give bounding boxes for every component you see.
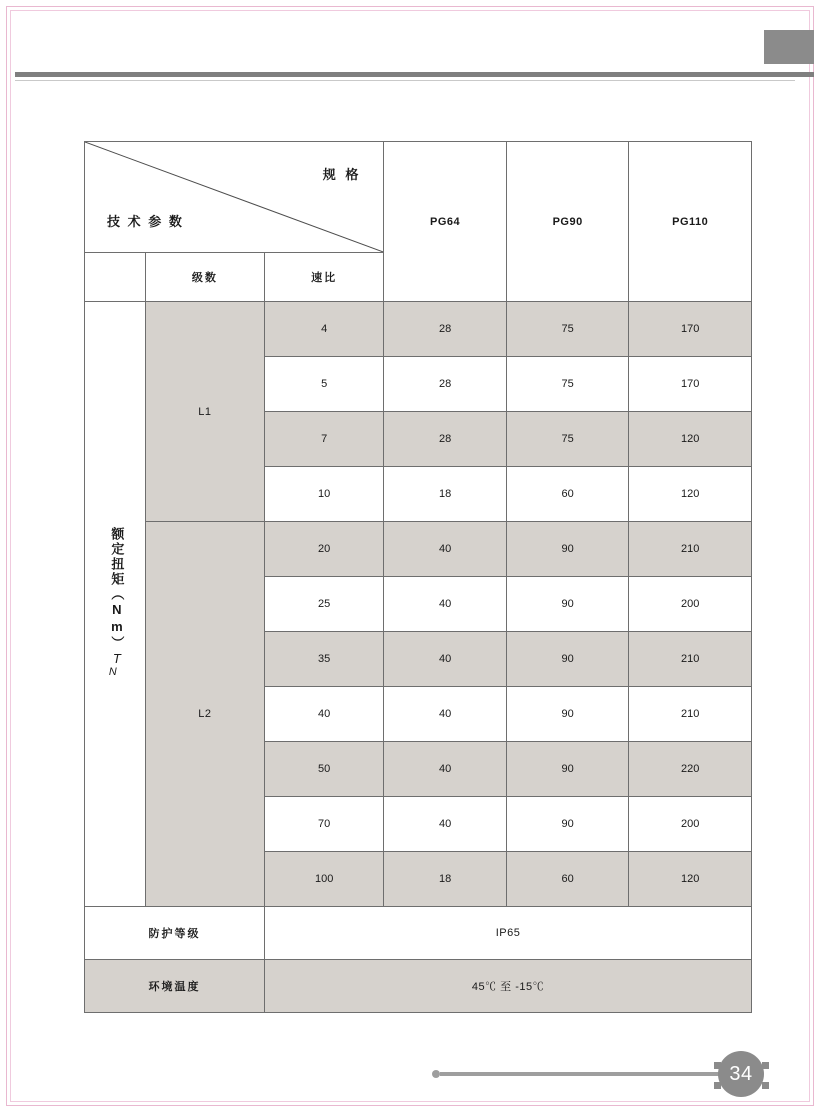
ambient-temperature-value: 45℃ 至 -15℃	[265, 960, 752, 1013]
table-row	[85, 302, 752, 357]
value-cell-pg64: 28	[384, 357, 507, 412]
spec-table	[84, 141, 752, 1013]
value-cell-pg64: 40	[384, 632, 507, 687]
table-row	[85, 522, 752, 577]
footer-dot	[432, 1070, 440, 1078]
page-badge-notch	[762, 1082, 769, 1089]
subheader-ratio: 速比	[265, 253, 384, 302]
ratio-cell: 40	[265, 687, 384, 742]
torque-vertical-label	[85, 302, 146, 907]
ratio-cell: 35	[265, 632, 384, 687]
value-cell-pg90: 75	[506, 412, 629, 467]
corner-spec-label: 规 格	[322, 167, 362, 182]
value-cell-pg110: 210	[629, 632, 752, 687]
corner-param-label: 技 术 参 数	[107, 214, 184, 229]
ratio-cell: 25	[265, 577, 384, 632]
value-cell-pg110: 220	[629, 742, 752, 797]
value-cell-pg90: 90	[506, 632, 629, 687]
value-cell-pg90: 75	[506, 302, 629, 357]
ratio-cell: 20	[265, 522, 384, 577]
ratio-cell: 70	[265, 797, 384, 852]
protection-grade-value: IP65	[265, 907, 752, 960]
value-cell-pg64: 40	[384, 742, 507, 797]
ratio-cell: 7	[265, 412, 384, 467]
header-grey-block	[764, 30, 814, 64]
value-cell-pg90: 90	[506, 797, 629, 852]
ambient-temperature-label: 环境温度	[85, 960, 265, 1013]
model-header-pg110: PG110	[629, 142, 752, 302]
value-cell-pg90: 90	[506, 687, 629, 742]
value-cell-pg110: 120	[629, 467, 752, 522]
torque-label-text: 额定扭矩$(Nm)T_N$	[106, 527, 125, 678]
value-cell-pg64: 28	[384, 412, 507, 467]
table-row-protection	[85, 907, 752, 960]
subheader-stage: 级数	[145, 253, 264, 302]
header-rule-thin	[15, 80, 795, 81]
value-cell-pg110: 210	[629, 522, 752, 577]
ratio-cell: 4	[265, 302, 384, 357]
value-cell-pg64: 40	[384, 797, 507, 852]
ratio-cell: 50	[265, 742, 384, 797]
stage-label-l1: L1	[145, 302, 264, 522]
value-cell-pg90: 90	[506, 522, 629, 577]
value-cell-pg110: 170	[629, 357, 752, 412]
value-cell-pg90: 60	[506, 852, 629, 907]
value-cell-pg110: 170	[629, 302, 752, 357]
value-cell-pg90: 60	[506, 467, 629, 522]
footer-rule	[440, 1072, 730, 1076]
stage-label-l2: L2	[145, 522, 264, 907]
ratio-cell: 100	[265, 852, 384, 907]
value-cell-pg110: 210	[629, 687, 752, 742]
value-cell-pg110: 200	[629, 577, 752, 632]
spec-table-container	[84, 141, 752, 1013]
value-cell-pg64: 28	[384, 302, 507, 357]
value-cell-pg64: 40	[384, 577, 507, 632]
value-cell-pg90: 75	[506, 357, 629, 412]
value-cell-pg64: 40	[384, 522, 507, 577]
diagonal-divider-icon	[85, 142, 383, 252]
page-number-badge: 34	[718, 1051, 764, 1097]
protection-grade-label: 防护等级	[85, 907, 265, 960]
value-cell-pg64: 18	[384, 467, 507, 522]
value-cell-pg64: 40	[384, 687, 507, 742]
value-cell-pg90: 90	[506, 742, 629, 797]
value-cell-pg64: 18	[384, 852, 507, 907]
ratio-cell: 10	[265, 467, 384, 522]
table-row-temperature	[85, 960, 752, 1013]
table-header-row	[85, 142, 752, 253]
ratio-cell: 5	[265, 357, 384, 412]
value-cell-pg110: 200	[629, 797, 752, 852]
model-header-pg90: PG90	[506, 142, 629, 302]
value-cell-pg110: 120	[629, 852, 752, 907]
value-cell-pg90: 90	[506, 577, 629, 632]
model-header-pg64: PG64	[384, 142, 507, 302]
corner-header-cell	[85, 142, 384, 253]
value-cell-pg110: 120	[629, 412, 752, 467]
header-rule	[15, 72, 814, 77]
subheader-blank	[85, 253, 146, 302]
